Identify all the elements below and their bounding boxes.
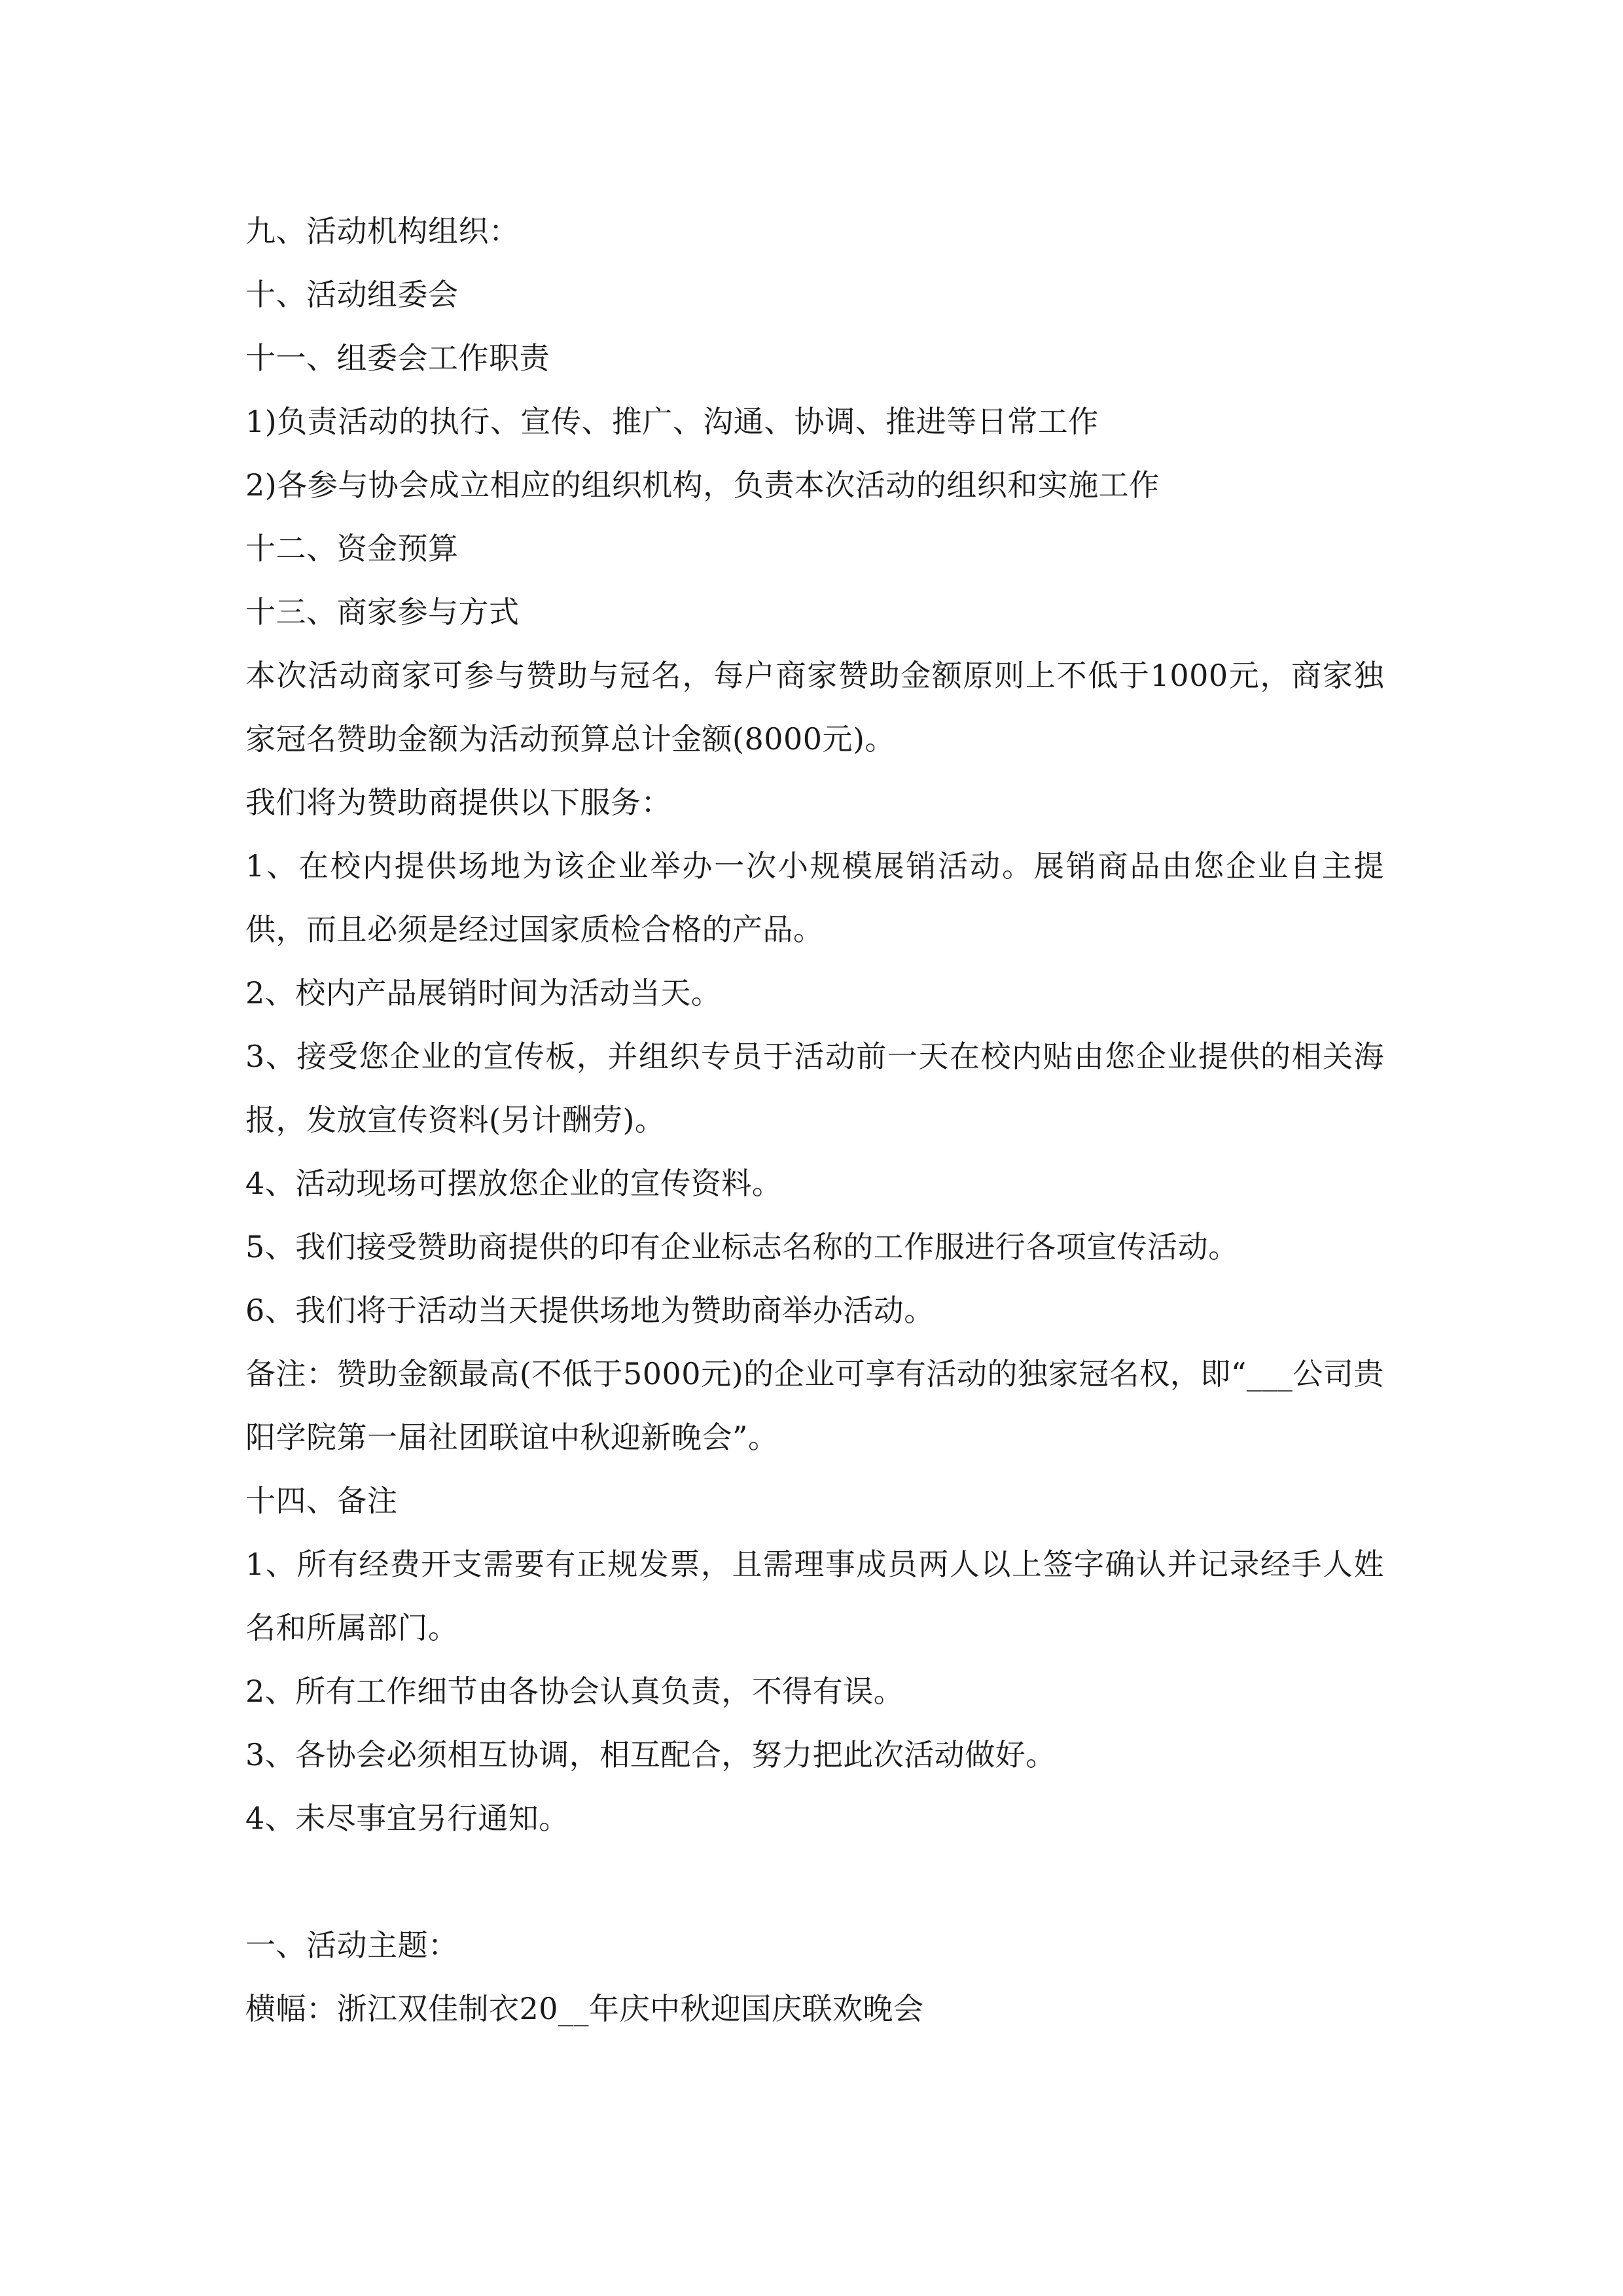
- service-item-4: 4、活动现场可摆放您企业的宣传资料。: [245, 1166, 783, 1201]
- service-item-6: 6、我们将于活动当天提供场地为赞助商举办活动。: [245, 1293, 935, 1328]
- service-item-3: 3、接受您企业的宣传板，并组织专员于活动前一天在校内贴由您企业提供的相关海报，发放宣传资料(另计酬劳)。: [245, 1039, 1384, 1138]
- service-item-5: 5、我们接受赞助商提供的印有企业标志名称的工作服进行各项宣传活动。: [245, 1229, 1239, 1265]
- remark-item-1: 1、所有经费开支需要有正规发票，且需理事成员两人以上签字确认并记录经手人姓名和所属部门。: [245, 1547, 1384, 1645]
- banner-text: 横幅：浙江双佳制衣20__年庆中秋迎国庆联欢晚会: [245, 1991, 924, 2026]
- sponsorship-paragraph: 本次活动商家可参与赞助与冠名，每户商家赞助金额原则上不低于1000元，商家独家冠名赞助金额为活动预算总计金额(8000元)。: [245, 658, 1384, 757]
- remark-item-3: 3、各协会必须相互协调，相互配合，努力把此次活动做好。: [245, 1737, 1056, 1772]
- service-item-1: 1、在校内提供场地为该企业举办一次小规模展销活动。展销商品由您企业自主提供，而且必须是经过国家质检合格的产品。: [245, 848, 1384, 947]
- services-intro: 我们将为赞助商提供以下服务：: [245, 785, 671, 820]
- service-item-2: 2、校内产品展销时间为活动当天。: [245, 975, 722, 1011]
- duty-item-2: 2)各参与协会成立相应的组织机构，负责本次活动的组织和实施工作: [245, 467, 1160, 503]
- remark-item-4: 4、未尽事宜另行通知。: [245, 1801, 569, 1836]
- section-heading-12: 十二、资金预算: [245, 531, 459, 566]
- section-heading-9: 九、活动机构组织：: [245, 213, 520, 249]
- section-heading-14: 十四、备注: [245, 1483, 398, 1518]
- section-heading-11: 十一、组委会工作职责: [245, 340, 550, 376]
- remark-item-2: 2、所有工作细节由各协会认真负责，不得有误。: [245, 1674, 904, 1709]
- section-heading-10: 十、活动组委会: [245, 277, 459, 312]
- theme-heading: 一、活动主题：: [245, 1928, 459, 1963]
- duty-item-1: 1)负责活动的执行、宣传、推广、沟通、协调、推进等日常工作: [245, 404, 1099, 439]
- naming-rights-note: 备注：赞助金额最高(不低于5000元)的企业可享有活动的独家冠名权，即“___公司贵阳学院第一届社团联谊中秋迎新晚会”。: [245, 1356, 1384, 1455]
- section-heading-13: 十三、商家参与方式: [245, 594, 520, 630]
- blank-spacer: [245, 1850, 1384, 1914]
- document-body: [245, 200, 1384, 2041]
